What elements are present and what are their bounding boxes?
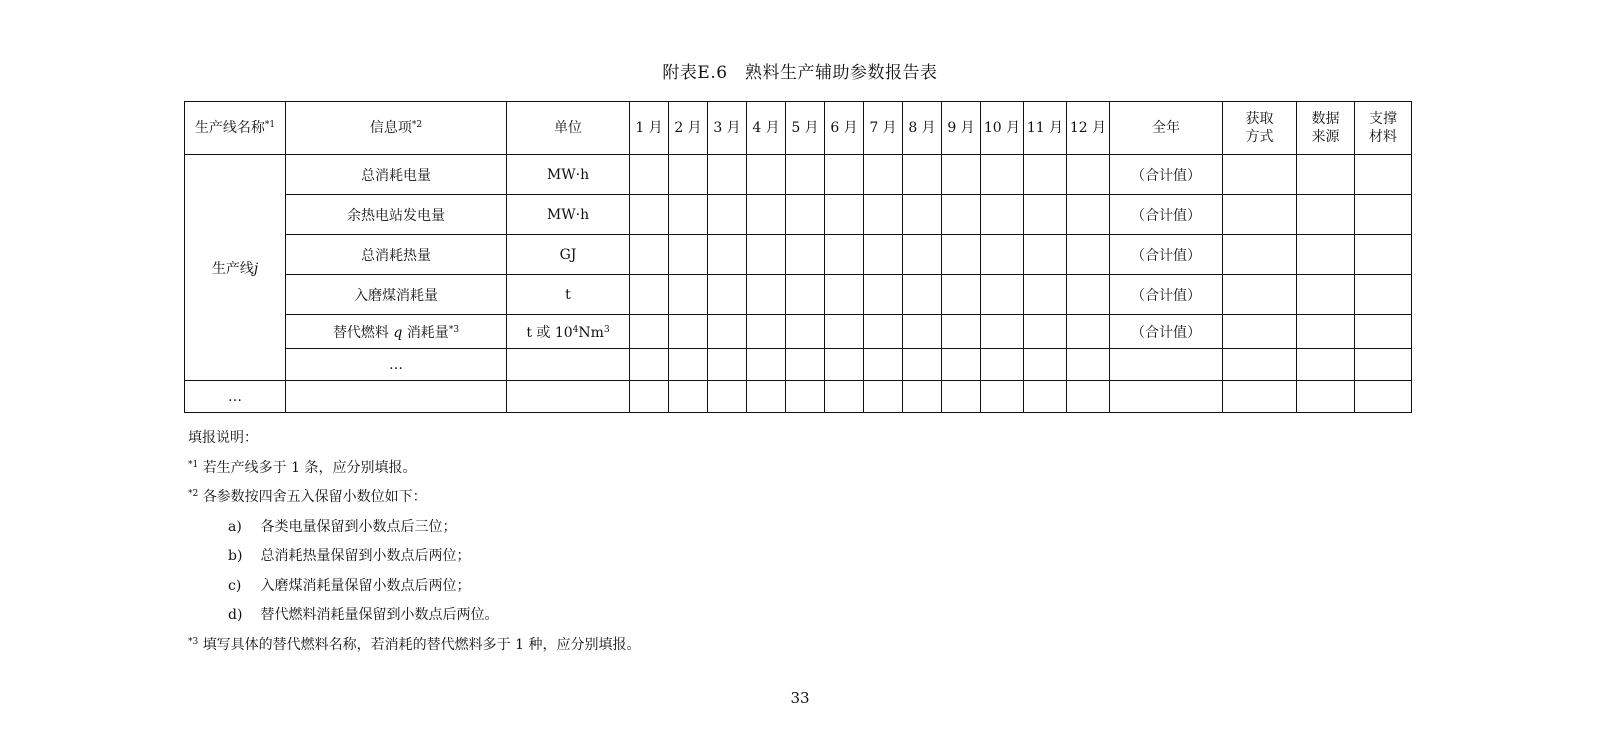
- month-cell[interactable]: [747, 349, 786, 381]
- month-cell[interactable]: [942, 315, 981, 349]
- header-row: [185, 102, 1412, 155]
- method-cell[interactable]: [1223, 195, 1297, 235]
- month-cell[interactable]: [942, 349, 981, 381]
- month-cell[interactable]: [786, 349, 825, 381]
- item-cell: 总消耗热量: [286, 235, 507, 275]
- annual-cell: [1110, 349, 1223, 381]
- month-cell[interactable]: [981, 381, 1024, 413]
- item-cell: 余热电站发电量: [286, 195, 507, 235]
- month-cell[interactable]: [825, 349, 864, 381]
- header-method: 获取方式: [1223, 102, 1297, 155]
- item-cell: 替代燃料 q 消耗量$^{*3}$: [286, 315, 507, 349]
- item-cell: [286, 381, 507, 413]
- note-2-item: a) 各类电量保留到小数点后三位；: [228, 518, 457, 535]
- month-cell[interactable]: [1024, 349, 1067, 381]
- annual-cell: （合计值）: [1110, 195, 1223, 235]
- month-cell[interactable]: [630, 349, 669, 381]
- month-cell[interactable]: [942, 275, 981, 315]
- month-cell[interactable]: [1024, 381, 1067, 413]
- method-cell[interactable]: [1223, 155, 1297, 195]
- unit-cell: GJ: [507, 235, 630, 275]
- month-cell[interactable]: [981, 195, 1024, 235]
- header-month: 11 月: [1024, 102, 1067, 155]
- support-cell[interactable]: [1355, 155, 1412, 195]
- month-cell[interactable]: [669, 315, 708, 349]
- month-cell[interactable]: [981, 275, 1024, 315]
- table-row: [185, 349, 1412, 381]
- unit-cell: MW·h: [507, 195, 630, 235]
- support-cell[interactable]: [1355, 195, 1412, 235]
- month-cell[interactable]: [903, 275, 942, 315]
- annual-cell: [1110, 381, 1223, 413]
- month-cell[interactable]: [630, 315, 669, 349]
- month-cell[interactable]: [825, 275, 864, 315]
- month-cell[interactable]: [669, 155, 708, 195]
- table-row: [185, 155, 1412, 195]
- month-cell[interactable]: [864, 155, 903, 195]
- table-row: [185, 235, 1412, 275]
- month-cell[interactable]: [1024, 155, 1067, 195]
- header-unit: 单位: [507, 102, 630, 155]
- month-cell[interactable]: [864, 195, 903, 235]
- header-month: 1 月: [630, 102, 669, 155]
- month-cell[interactable]: [1024, 235, 1067, 275]
- month-cell[interactable]: [903, 155, 942, 195]
- header-source: 数据来源: [1297, 102, 1355, 155]
- method-cell[interactable]: [1223, 275, 1297, 315]
- report-table: [184, 101, 1412, 413]
- month-cell[interactable]: [942, 195, 981, 235]
- header-month: 3 月: [708, 102, 747, 155]
- method-cell[interactable]: [1223, 315, 1297, 349]
- header-info-item: 信息项$^{*2}$: [286, 102, 507, 155]
- month-cell[interactable]: [864, 275, 903, 315]
- header-line-name: 生产线名称$^{*1}$: [185, 102, 286, 155]
- month-cell[interactable]: [981, 235, 1024, 275]
- month-cell[interactable]: [903, 349, 942, 381]
- support-cell[interactable]: [1355, 275, 1412, 315]
- source-cell[interactable]: [1297, 381, 1355, 413]
- month-cell[interactable]: [903, 195, 942, 235]
- unit-cell: t 或 $10^4Nm^3$: [507, 315, 630, 349]
- unit-cell: [507, 349, 630, 381]
- item-cell: 总消耗电量: [286, 155, 507, 195]
- month-cell[interactable]: [981, 155, 1024, 195]
- table-row: [185, 315, 1412, 349]
- source-cell[interactable]: [1297, 275, 1355, 315]
- header-annual: 全年: [1110, 102, 1223, 155]
- month-cell[interactable]: [903, 235, 942, 275]
- support-cell[interactable]: [1355, 349, 1412, 381]
- page-number: 33: [790, 689, 810, 707]
- month-cell[interactable]: [708, 155, 747, 195]
- month-cell[interactable]: [825, 195, 864, 235]
- month-cell[interactable]: [864, 381, 903, 413]
- note-1: $^{*1}$ 若生产线多于 1 条，应分别填报。: [188, 459, 417, 476]
- month-cell[interactable]: [1024, 275, 1067, 315]
- source-cell[interactable]: [1297, 349, 1355, 381]
- month-cell[interactable]: [669, 195, 708, 235]
- method-cell[interactable]: [1223, 235, 1297, 275]
- month-cell[interactable]: [825, 315, 864, 349]
- month-cell[interactable]: [669, 275, 708, 315]
- table-row: [185, 195, 1412, 235]
- month-cell[interactable]: [708, 235, 747, 275]
- source-cell[interactable]: [1297, 315, 1355, 349]
- method-cell[interactable]: [1223, 349, 1297, 381]
- month-cell[interactable]: [864, 315, 903, 349]
- filling-notes: [188, 424, 641, 660]
- header-month: 8 月: [903, 102, 942, 155]
- month-cell[interactable]: [825, 235, 864, 275]
- month-cell[interactable]: [630, 381, 669, 413]
- annual-cell: （合计值）: [1110, 315, 1223, 349]
- month-cell[interactable]: [708, 275, 747, 315]
- header-month: 4 月: [747, 102, 786, 155]
- notes-heading: 填报说明：: [188, 430, 258, 446]
- month-cell[interactable]: [1067, 315, 1110, 349]
- support-cell[interactable]: [1355, 235, 1412, 275]
- month-cell[interactable]: [981, 315, 1024, 349]
- month-cell[interactable]: [630, 235, 669, 275]
- header-month: 5 月: [786, 102, 825, 155]
- month-cell[interactable]: [747, 275, 786, 315]
- month-cell[interactable]: [942, 155, 981, 195]
- month-cell[interactable]: [825, 155, 864, 195]
- month-cell[interactable]: [747, 155, 786, 195]
- unit-cell: [507, 381, 630, 413]
- group-label-cell: 生产线j: [185, 155, 286, 381]
- month-cell[interactable]: [1067, 275, 1110, 315]
- month-cell[interactable]: [669, 381, 708, 413]
- header-month: 2 月: [669, 102, 708, 155]
- month-cell[interactable]: [786, 155, 825, 195]
- annual-cell: （合计值）: [1110, 275, 1223, 315]
- table-title: 附表E.6 熟料生产辅助参数报告表: [662, 63, 938, 83]
- note-2-item: d) 替代燃料消耗量保留到小数点后两位。: [228, 607, 499, 623]
- annual-cell: （合计值）: [1110, 155, 1223, 195]
- extra-line-cell: …: [185, 381, 286, 413]
- header-month: 10 月: [981, 102, 1024, 155]
- note-3: $^{*3}$ 填写具体的替代燃料名称，若消耗的替代燃料多于 1 种，应分别填报。: [188, 636, 641, 653]
- month-cell[interactable]: [903, 381, 942, 413]
- month-cell[interactable]: [786, 235, 825, 275]
- header-month: 9 月: [942, 102, 981, 155]
- month-cell[interactable]: [864, 349, 903, 381]
- month-cell[interactable]: [630, 275, 669, 315]
- month-cell[interactable]: [630, 195, 669, 235]
- support-cell[interactable]: [1355, 315, 1412, 349]
- month-cell[interactable]: [1067, 195, 1110, 235]
- unit-cell: MW·h: [507, 155, 630, 195]
- month-cell[interactable]: [708, 195, 747, 235]
- month-cell[interactable]: [747, 195, 786, 235]
- month-cell[interactable]: [786, 275, 825, 315]
- month-cell[interactable]: [786, 315, 825, 349]
- month-cell[interactable]: [747, 381, 786, 413]
- note-2-item: c) 入磨煤消耗量保留小数点后两位；: [228, 577, 471, 594]
- month-cell[interactable]: [1024, 315, 1067, 349]
- item-cell: …: [286, 349, 507, 381]
- month-cell[interactable]: [708, 315, 747, 349]
- note-2-item: b) 总消耗热量保留到小数点后两位；: [228, 548, 471, 564]
- month-cell[interactable]: [786, 381, 825, 413]
- source-cell[interactable]: [1297, 195, 1355, 235]
- month-cell[interactable]: [1067, 155, 1110, 195]
- month-cell[interactable]: [864, 235, 903, 275]
- month-cell[interactable]: [1024, 195, 1067, 235]
- month-cell[interactable]: [630, 155, 669, 195]
- month-cell[interactable]: [786, 195, 825, 235]
- item-cell: 入磨煤消耗量: [286, 275, 507, 315]
- month-cell[interactable]: [747, 315, 786, 349]
- header-month: 12 月: [1067, 102, 1110, 155]
- source-cell[interactable]: [1297, 155, 1355, 195]
- month-cell[interactable]: [669, 235, 708, 275]
- header-month: 7 月: [864, 102, 903, 155]
- header-support: 支撑材料: [1355, 102, 1412, 155]
- month-cell[interactable]: [903, 315, 942, 349]
- month-cell[interactable]: [942, 235, 981, 275]
- support-cell[interactable]: [1355, 381, 1412, 413]
- month-cell[interactable]: [747, 235, 786, 275]
- month-cell[interactable]: [981, 349, 1024, 381]
- month-cell[interactable]: [1067, 349, 1110, 381]
- month-cell[interactable]: [1067, 235, 1110, 275]
- month-cell[interactable]: [708, 381, 747, 413]
- month-cell[interactable]: [1067, 381, 1110, 413]
- method-cell[interactable]: [1223, 381, 1297, 413]
- month-cell[interactable]: [708, 349, 747, 381]
- table-row: [185, 275, 1412, 315]
- table-row: [185, 381, 1412, 413]
- header-month: 6 月: [825, 102, 864, 155]
- month-cell[interactable]: [669, 349, 708, 381]
- note-2: $^{*2}$ 各参数按四舍五入保留小数位如下：: [188, 489, 427, 505]
- month-cell[interactable]: [825, 381, 864, 413]
- month-cell[interactable]: [942, 381, 981, 413]
- unit-cell: t: [507, 275, 630, 315]
- annual-cell: （合计值）: [1110, 235, 1223, 275]
- source-cell[interactable]: [1297, 235, 1355, 275]
